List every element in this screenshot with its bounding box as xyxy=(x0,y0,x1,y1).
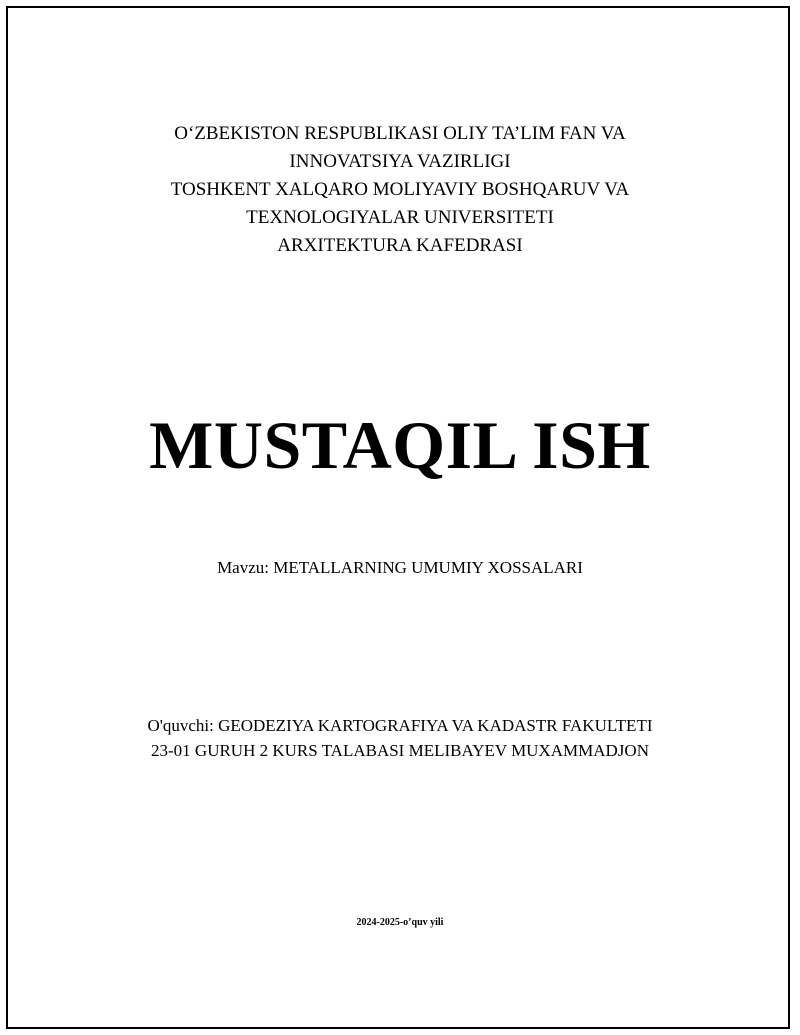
student-info xyxy=(0,713,800,763)
header-line-university-2: TEXNOLOGIYALAR UNIVERSITETI xyxy=(246,207,554,228)
institution-header xyxy=(0,120,800,260)
header-line-university-1: TOSHKENT XALQARO MOLIYAVIY BOSHQARUV VA xyxy=(170,179,630,200)
academic-year: 2024-2025-o’quv yili xyxy=(356,917,444,928)
header-line-department: ARXITEKTURA KAFEDRASI xyxy=(277,235,523,256)
student-line-faculty: O'quvchi: GEODEZIYA KARTOGRAFIYA VA KADASTR FAKULTETI xyxy=(147,716,653,735)
header-line-ministry-1: O‘ZBEKISTON RESPUBLIKASI OLIY TA’LIM FAN VA xyxy=(174,123,626,144)
topic-line: Mavzu: METALLARNING UMUMIY XOSSALARI xyxy=(217,558,583,577)
header-line-ministry-2: INNOVATSIYA VAZIRLIGI xyxy=(289,151,511,172)
document-title: MUSTAQIL ISH xyxy=(149,407,651,483)
student-line-name: 23-01 GURUH 2 KURS TALABASI MELIBAYEV MUXAMMADJON xyxy=(151,741,649,760)
